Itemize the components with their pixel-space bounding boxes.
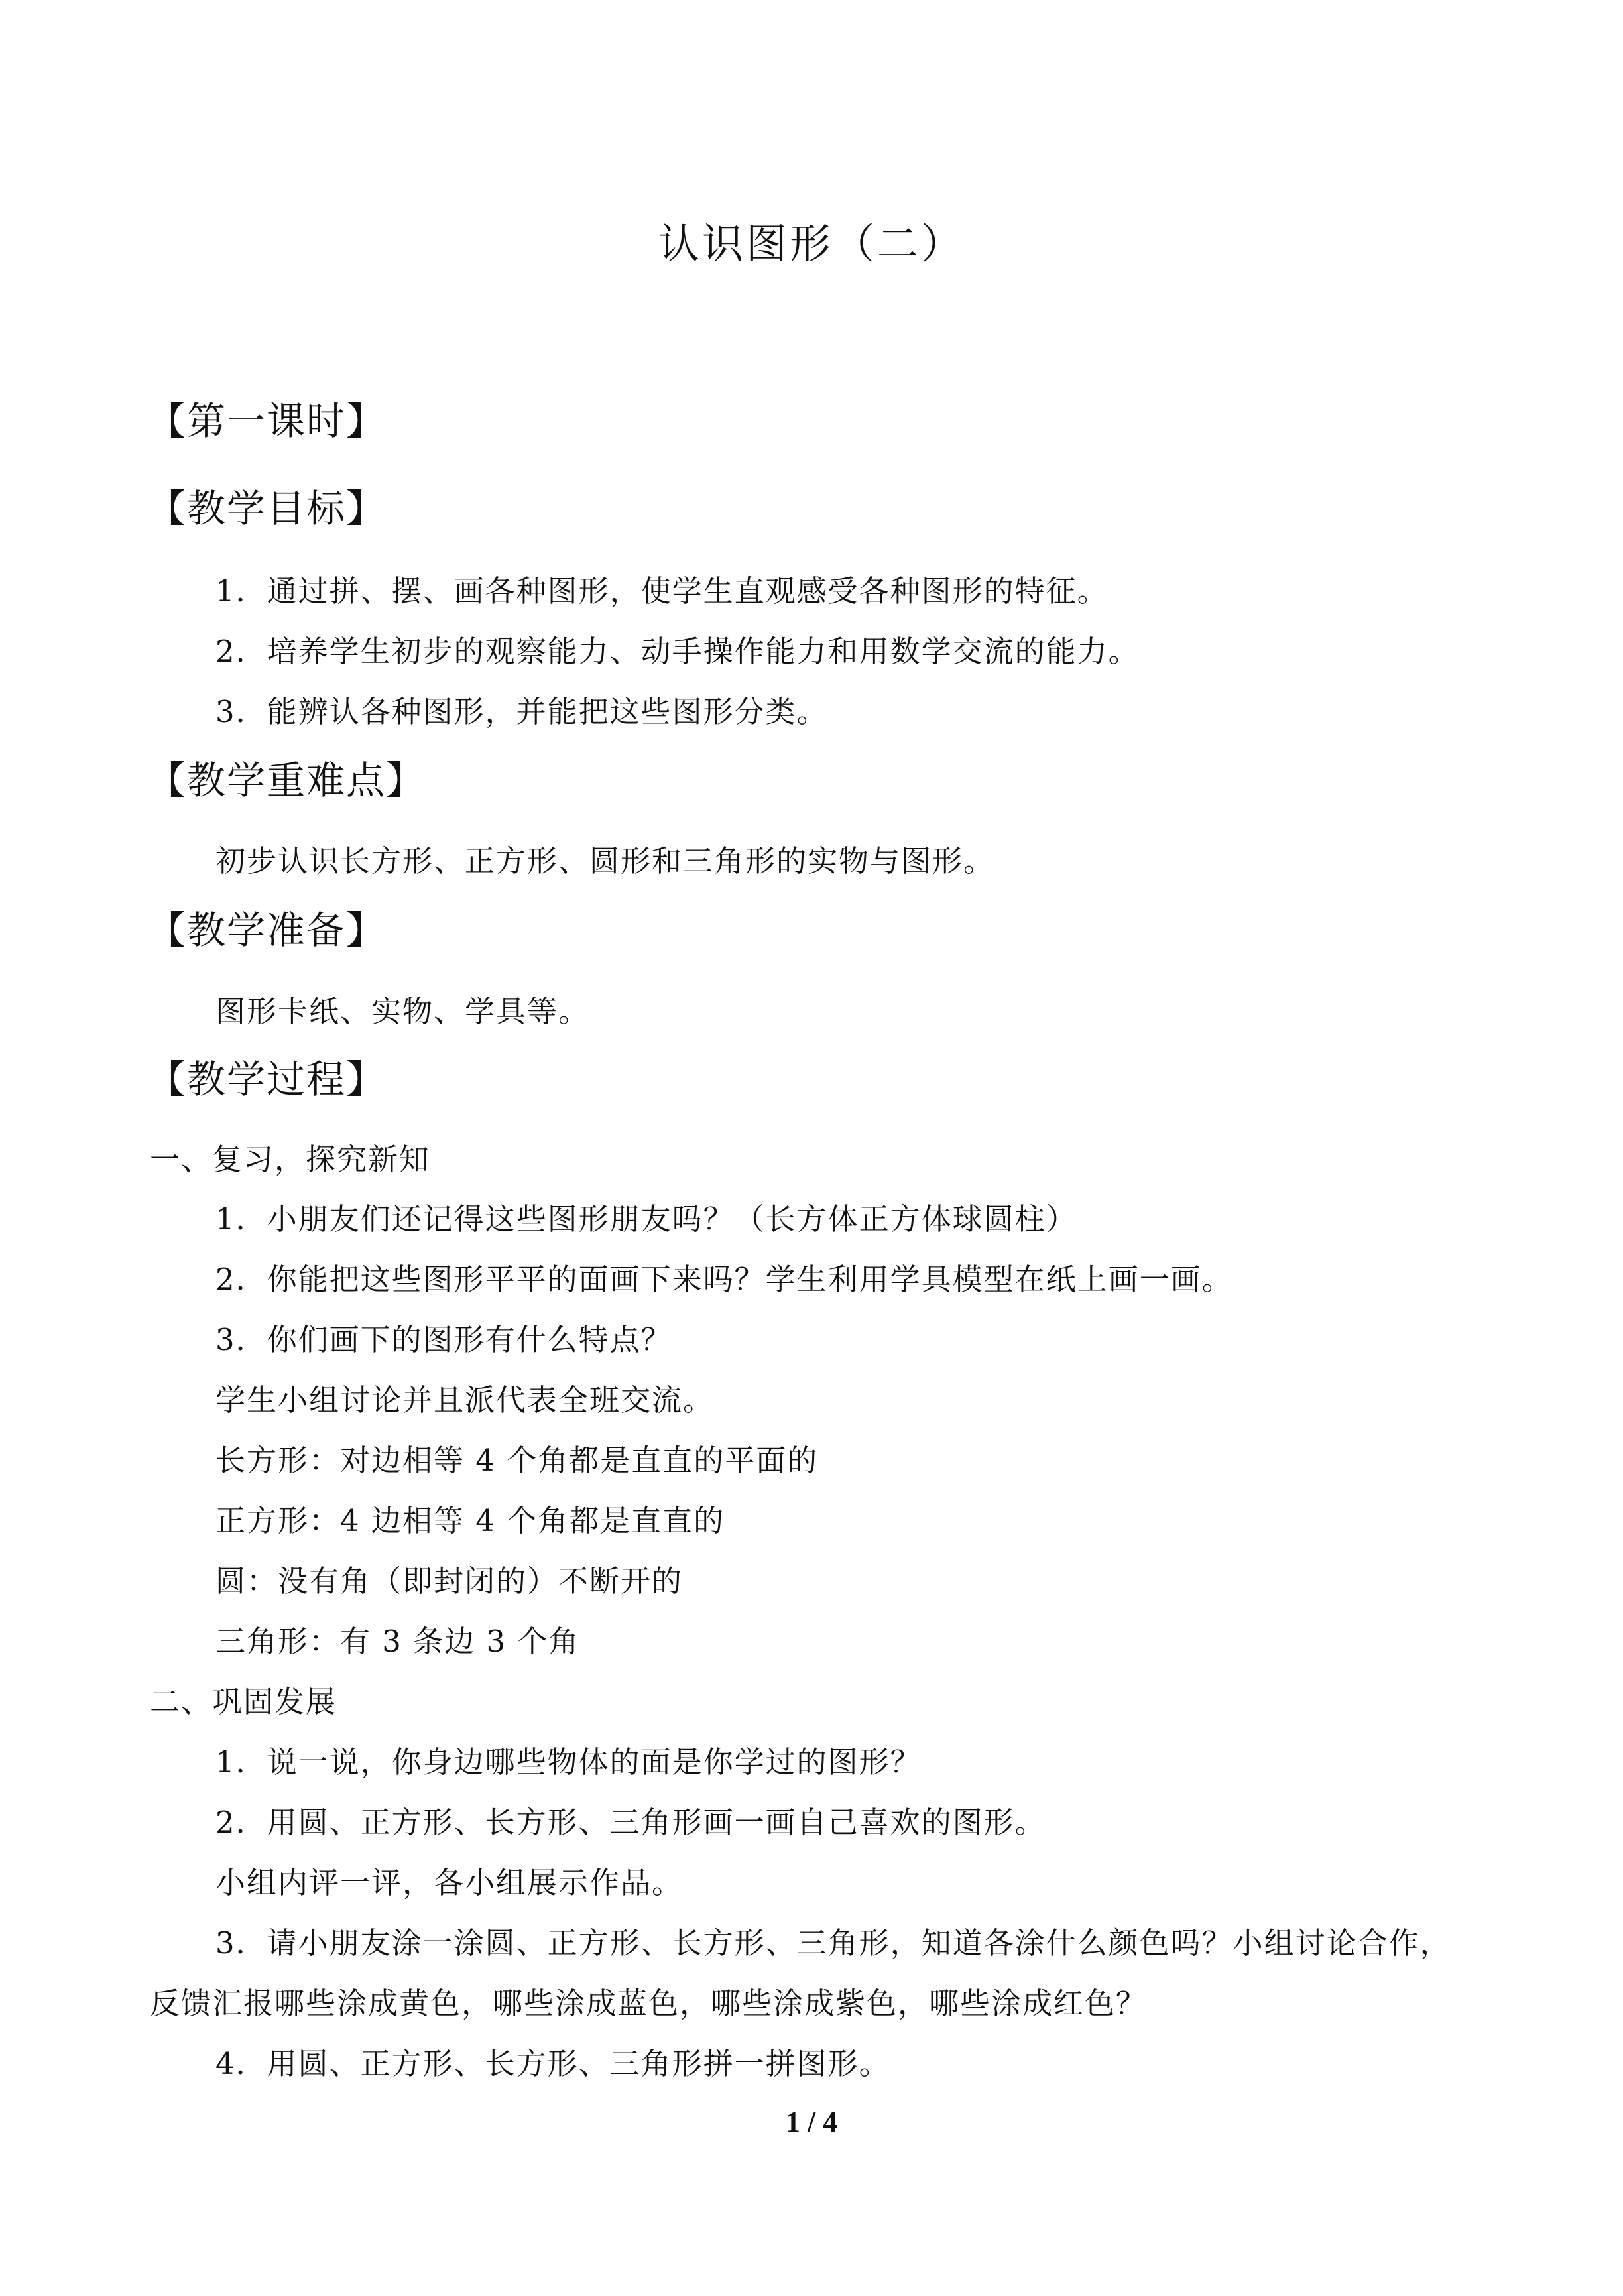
objective-item: 1．通过拼、摆、画各种图形，使学生直观感受各种图形的特征。: [215, 574, 1109, 609]
difficulties-text: 初步认识长方形、正方形、圆形和三角形的实物与图形。: [215, 843, 995, 878]
process-line: 三角形：有 3 条边 3 个角: [215, 1624, 580, 1659]
document-title: 认识图形（二）: [658, 219, 965, 268]
page-number: 1 / 4: [785, 2106, 838, 2138]
objective-item: 3．能辨认各种图形，并能把这些图形分类。: [215, 694, 828, 729]
section-heading-objectives: 【教学目标】: [147, 486, 387, 531]
section-heading-process: 【教学过程】: [147, 1057, 387, 1102]
objective-item: 2．培养学生初步的观察能力、动手操作能力和用数学交流的能力。: [215, 634, 1140, 669]
process-line: 长方形：对边相等 4 个角都是直直的平面的: [215, 1443, 819, 1478]
process-line: 3．请小朋友涂一涂圆、正方形、长方形、三角形，知道各涂什么颜色吗？小组讨论合作，: [215, 1925, 1451, 1961]
process-line: 1．说一说，你身边哪些物体的面是你学过的图形？: [215, 1744, 922, 1780]
process-line: 1．小朋友们还记得这些图形朋友吗？（长方体正方体球圆柱）: [215, 1201, 1077, 1237]
process-part-title: 二、巩固发展: [150, 1684, 337, 1719]
process-line: 2．用圆、正方形、长方形、三角形画一画自己喜欢的图形。: [215, 1805, 1046, 1840]
section-heading-difficulties: 【教学重难点】: [147, 758, 426, 803]
process-line: 小组内评一评，各小组展示作品。: [215, 1865, 684, 1900]
process-part-title: 一、复习，探究新知: [150, 1142, 431, 1177]
preparation-text: 图形卡纸、实物、学具等。: [215, 994, 590, 1029]
process-line: 圆：没有角（即封闭的）不断开的: [215, 1563, 684, 1599]
process-line: 2．你能把这些图形平平的面画下来吗？学生利用学具模型在纸上画一画。: [215, 1262, 1233, 1297]
process-line: 正方形：4 边相等 4 个角都是直直的: [215, 1503, 725, 1538]
section-heading-preparation: 【教学准备】: [147, 908, 387, 953]
process-line: 学生小组讨论并且派代表全班交流。: [215, 1382, 715, 1418]
process-line: 4．用圆、正方形、长方形、三角形拼一拼图形。: [215, 2046, 890, 2081]
section-heading-period: 【第一课时】: [147, 398, 387, 444]
process-line: 反馈汇报哪些涂成黄色，哪些涂成蓝色，哪些涂成紫色，哪些涂成红色？: [150, 1986, 1148, 2021]
process-line: 3．你们画下的图形有什么特点？: [215, 1322, 672, 1357]
